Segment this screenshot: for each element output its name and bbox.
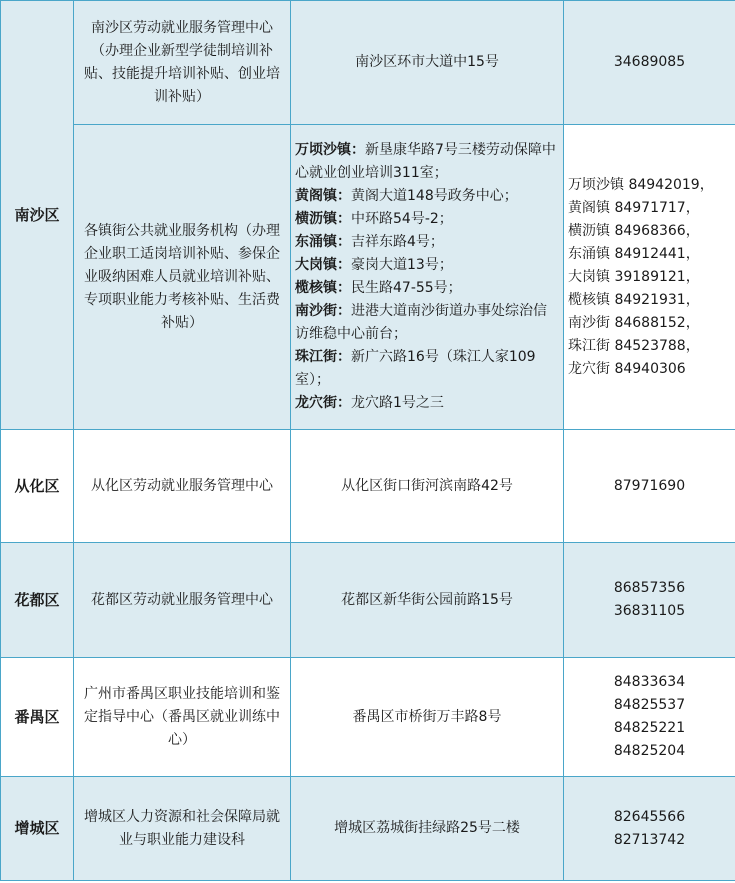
town-address: 吉祥东路4号；	[351, 234, 444, 250]
phone-line: 榄核镇 84921931，	[568, 291, 700, 308]
address-line	[295, 346, 559, 392]
address-cell: 增城区荔城街挂绿路25号二楼	[291, 777, 564, 881]
table-row	[1, 543, 735, 658]
address-line	[295, 139, 559, 185]
address-cell: 番禺区市桥街万丰路8号	[291, 658, 564, 777]
address-line	[295, 392, 559, 415]
table-row	[1, 658, 735, 777]
town-address: 新广六路16号（珠江人家109室）；	[295, 349, 536, 388]
table-row	[1, 430, 735, 543]
district-cell: 南沙区	[1, 1, 74, 430]
agency-cell: 花都区劳动就业服务管理中心	[74, 543, 291, 658]
address-line	[295, 300, 559, 346]
phone-cell	[564, 658, 735, 777]
town-address: 黄阁大道148号政务中心；	[351, 188, 518, 204]
phone-line: 大岗镇 39189121，	[568, 268, 700, 285]
town-address: 豪岗大道13号；	[351, 257, 453, 273]
phone-cell	[564, 430, 735, 543]
address-line	[295, 185, 559, 208]
phone-line: 东涌镇 84912441，	[568, 245, 700, 262]
address-cell: 从化区街口街河滨南路42号	[291, 430, 564, 543]
phone-line: 84825204	[613, 743, 686, 759]
phone-line: 横沥镇 84968366，	[568, 222, 700, 239]
address-line	[295, 208, 559, 231]
address-cell: 南沙区环市大道中15号	[291, 1, 564, 125]
phone-line: 82713742	[613, 831, 686, 848]
phone-cell: 34689085	[564, 1, 735, 125]
town-name: 南沙街：	[295, 303, 351, 319]
town-address: 民生路47-55号；	[351, 280, 462, 296]
table-row	[1, 777, 735, 881]
agency-cell: 从化区劳动就业服务管理中心	[74, 430, 291, 543]
phone-line: 84833634	[613, 674, 686, 690]
phone-line: 84825221	[613, 720, 686, 736]
town-name: 珠江街：	[295, 349, 351, 365]
town-name: 龙穴街：	[295, 395, 351, 411]
agency-cell: 广州市番禺区职业技能培训和鉴定指导中心（番禺区就业训练中心）	[74, 658, 291, 777]
town-address: 中环路54号-2；	[351, 211, 453, 227]
address-cell: 花都区新华街公园前路15号	[291, 543, 564, 658]
address-cell	[291, 125, 564, 430]
table-row	[1, 1, 735, 125]
phone-line: 86857356	[613, 580, 686, 596]
town-address: 龙穴路1号之三	[351, 395, 444, 411]
phone-line: 龙穴街 84940306	[568, 360, 686, 377]
town-name: 东涌镇：	[295, 234, 351, 250]
phone-line: 36831105	[613, 603, 686, 619]
district-cell: 番禺区	[1, 658, 74, 777]
phone-cell	[564, 777, 735, 881]
district-cell: 花都区	[1, 543, 74, 658]
town-address: 新垦康华路7号三楼劳动保障中心就业创业培训311室；	[295, 142, 556, 181]
town-name: 横沥镇：	[295, 211, 351, 227]
address-line	[295, 277, 559, 300]
address-line	[295, 231, 559, 254]
phone-line: 84825537	[613, 697, 686, 713]
phone-line: 82645566	[613, 808, 686, 825]
agency-cell: 南沙区劳动就业服务管理中心（办理企业新型学徒制培训补贴、技能提升培训补贴、创业培训补贴）	[74, 1, 291, 125]
district-cell: 增城区	[1, 777, 74, 881]
town-name: 万顷沙镇：	[295, 142, 365, 158]
town-name: 黄阁镇：	[295, 188, 351, 204]
agency-cell: 增城区人力资源和社会保障局就业与职业能力建设科	[74, 777, 291, 881]
town-address: 进港大道南沙街道办事处综治信访维稳中心前台；	[295, 303, 547, 342]
phone-cell	[564, 125, 735, 430]
phone-line: 南沙街 84688152，	[568, 314, 700, 331]
town-name: 榄核镇：	[295, 280, 351, 296]
table-row	[1, 125, 735, 430]
phone-line: 珠江街 84523788，	[568, 337, 700, 354]
phone-line: 87971690	[613, 477, 686, 494]
district-cell: 从化区	[1, 430, 74, 543]
phone-line: 黄阁镇 84971717，	[568, 199, 700, 216]
agency-cell: 各镇街公共就业服务机构（办理企业职工适岗培训补贴、参保企业吸纳困难人员就业培训补贴、专项职业能力考核补贴、生活费补贴）	[74, 125, 291, 430]
phone-line: 万顷沙镇 84942019，	[568, 176, 714, 193]
address-line	[295, 254, 559, 277]
town-name: 大岗镇：	[295, 257, 351, 273]
phone-cell	[564, 543, 735, 658]
